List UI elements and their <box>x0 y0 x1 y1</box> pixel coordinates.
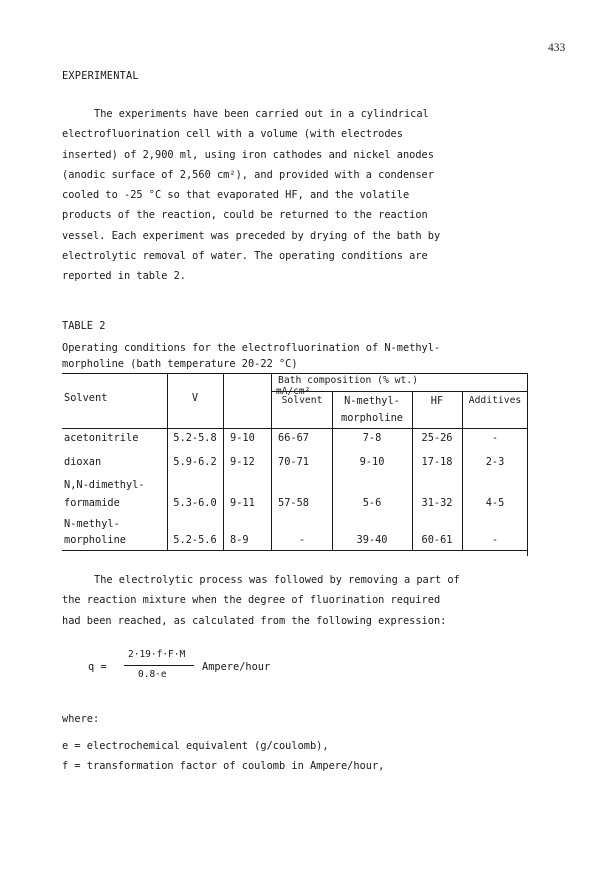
text-line: products of the reaction, could be returned to the reaction <box>62 209 428 222</box>
table-cell-additives: - <box>491 432 499 444</box>
formula-numerator: 2·19·f·F·M <box>128 649 186 660</box>
table-cell-nmm: 39-40 <box>356 534 388 546</box>
table-cell-nmm: 7-8 <box>362 432 382 444</box>
header-bottom-rule <box>62 428 527 429</box>
column-rule <box>223 373 224 550</box>
text-line: inserted) of 2,900 ml, using iron cathodes and nickel anodes <box>62 148 434 161</box>
table-cell-bath-solvent: - <box>298 534 306 546</box>
caption-line: Operating conditions for the electrofluorination of N-methyl- <box>62 342 441 354</box>
where-label: where: <box>62 713 100 725</box>
table-cell-hf: 17-18 <box>421 456 453 468</box>
operating-conditions-table <box>62 373 527 555</box>
text-line: electrolytic removal of water. The operating conditions are <box>62 250 428 263</box>
column-rule <box>462 391 463 550</box>
table-cell-voltage: 5.2-5.8 <box>173 432 217 444</box>
table-cell-current-density: 9-12 <box>230 456 255 468</box>
table-right-rule <box>527 373 528 556</box>
fraction-bar <box>124 665 194 666</box>
text-line: (anodic surface of 2,560 cm²), and provided with a condenser <box>62 168 434 181</box>
table-cell-additives: - <box>491 534 499 546</box>
table-cell-bath-solvent: 70-71 <box>278 456 309 468</box>
table-cell-hf: 25-26 <box>421 432 453 444</box>
table-cell-hf: 60-61 <box>421 534 453 546</box>
table-cell-additives: 2-3 <box>485 456 505 468</box>
table-cell-current-density: 9-11 <box>230 497 255 509</box>
table-cell-bath-solvent: 66-67 <box>278 432 309 444</box>
text-line: The experiments have been carried out in a cylindrical <box>94 108 429 120</box>
table-cell-solvent: morpholine <box>64 534 126 546</box>
page-number: 433 <box>548 42 566 54</box>
table-label: TABLE 2 <box>62 320 106 332</box>
table-top-rule <box>62 373 527 374</box>
table-cell-nmm: 5-6 <box>362 497 382 509</box>
table-cell-voltage: 5.2-5.6 <box>173 534 217 546</box>
formula-unit: Ampere/hour <box>202 661 271 673</box>
table-cell-current-density: 8-9 <box>230 534 249 546</box>
column-rule <box>167 373 168 550</box>
header-bath-composition: Bath composition (% wt.) <box>278 375 418 386</box>
table-cell-solvent: N-methyl- <box>64 518 120 530</box>
text-line: vessel. Each experiment was preceded by drying of the bath by <box>62 229 441 242</box>
table-caption <box>62 340 440 372</box>
table-cell-nmm: 9-10 <box>359 456 385 468</box>
text-line: electrofluorination cell with a volume (with electrodes <box>62 128 403 141</box>
subheader-nmm: morpholine <box>341 412 403 424</box>
caption-line: morpholine (bath temperature 20-22 °C) <box>62 358 298 370</box>
subheader-solvent: Solvent <box>281 395 323 406</box>
table-cell-bath-solvent: 57-58 <box>278 497 309 509</box>
header-voltage: V <box>191 392 199 404</box>
column-rule <box>412 391 413 550</box>
formula-denominator: 0.8·e <box>138 669 167 680</box>
definition-item: f = transformation factor of coulomb in Ampere/hour, <box>62 760 385 772</box>
subheader-nmm: N-methyl- <box>344 395 400 407</box>
table-cell-voltage: 5.3-6.0 <box>173 497 217 509</box>
text-line: the reaction mixture when the degree of fluorination required <box>62 594 441 607</box>
text-line: reported in table 2. <box>62 270 186 283</box>
table-cell-voltage: 5.9-6.2 <box>173 456 217 468</box>
header-solvent: Solvent <box>64 392 108 404</box>
definitions-list <box>62 736 384 776</box>
table-cell-solvent: acetonitrile <box>64 432 139 444</box>
text-line: had been reached, as calculated from the following expression: <box>62 614 447 627</box>
subheader-hf: HF <box>430 395 444 407</box>
column-rule <box>271 373 272 550</box>
table-cell-hf: 31-32 <box>421 497 453 509</box>
table-cell-current-density: 9-10 <box>230 432 255 444</box>
formula-lhs: q = <box>88 661 107 673</box>
section-heading: EXPERIMENTAL <box>62 70 139 82</box>
text-line: cooled to -25 °C so that evaporated HF, and the volatile <box>62 189 410 202</box>
header-current-density: mA/cm² <box>276 386 311 397</box>
intro-paragraph <box>62 104 532 287</box>
definition-item: e = electrochemical equivalent (g/coulomb), <box>62 740 329 752</box>
table-cell-additives: 4-5 <box>485 497 505 509</box>
column-rule <box>332 391 333 550</box>
table-cell-solvent: N,N-dimethyl- <box>64 479 145 491</box>
table-cell-solvent: formamide <box>64 497 120 509</box>
table-bottom-rule <box>62 550 527 551</box>
table-cell-solvent: dioxan <box>64 456 102 468</box>
subheader-additives: Additives <box>468 395 522 406</box>
process-paragraph <box>62 570 532 631</box>
text-line: The electrolytic process was followed by removing a part of <box>94 574 460 586</box>
